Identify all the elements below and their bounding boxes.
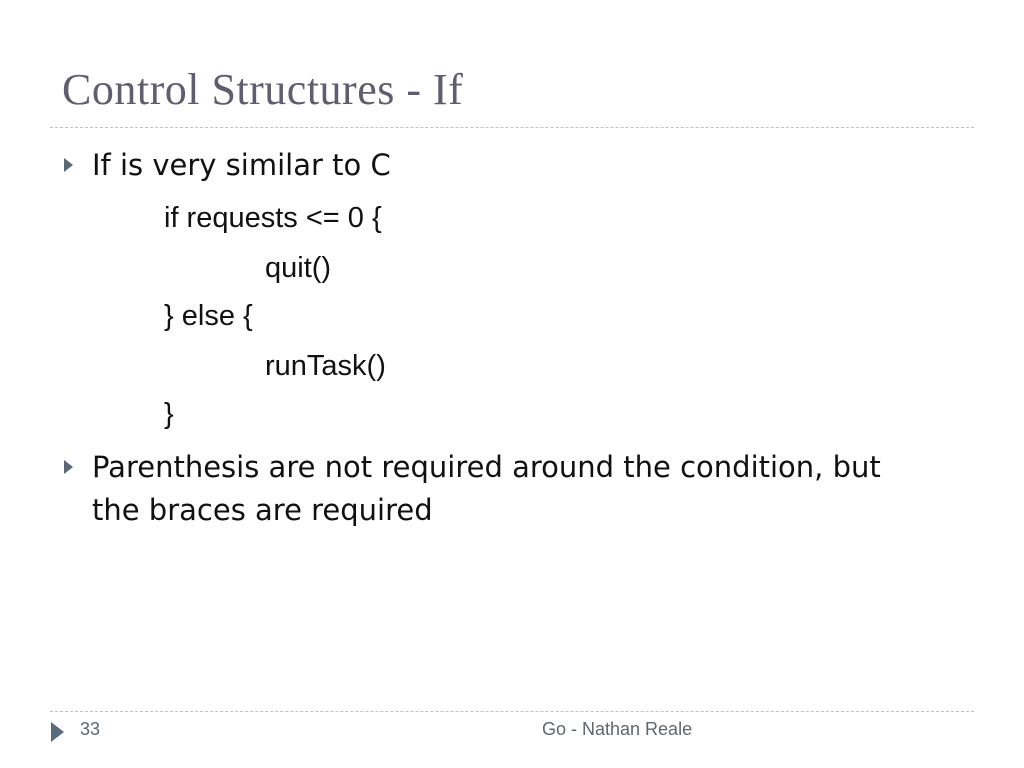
slide-title: Control Structures - If <box>62 65 464 114</box>
footer-divider <box>50 711 974 712</box>
bullet-item-2-line-1: Parenthesis are not required around the condition, but <box>92 450 881 484</box>
code-line-3: } else { <box>164 300 253 332</box>
code-line-2: quit() <box>265 252 332 284</box>
code-line-4: runTask() <box>265 350 386 382</box>
code-line-1: if requests <= 0 { <box>164 202 382 234</box>
bullet-arrow-icon <box>64 158 73 172</box>
code-line-5: } <box>164 398 174 430</box>
page-number: 33 <box>80 719 101 739</box>
bullet-item-1: If is very similar to C <box>92 148 391 182</box>
footer-arrow-icon <box>51 722 64 742</box>
title-divider <box>50 127 974 128</box>
bullet-item-2-line-2: the braces are required <box>92 493 433 527</box>
footer-author: Go - Nathan Reale <box>542 719 693 739</box>
bullet-arrow-icon <box>64 460 73 474</box>
